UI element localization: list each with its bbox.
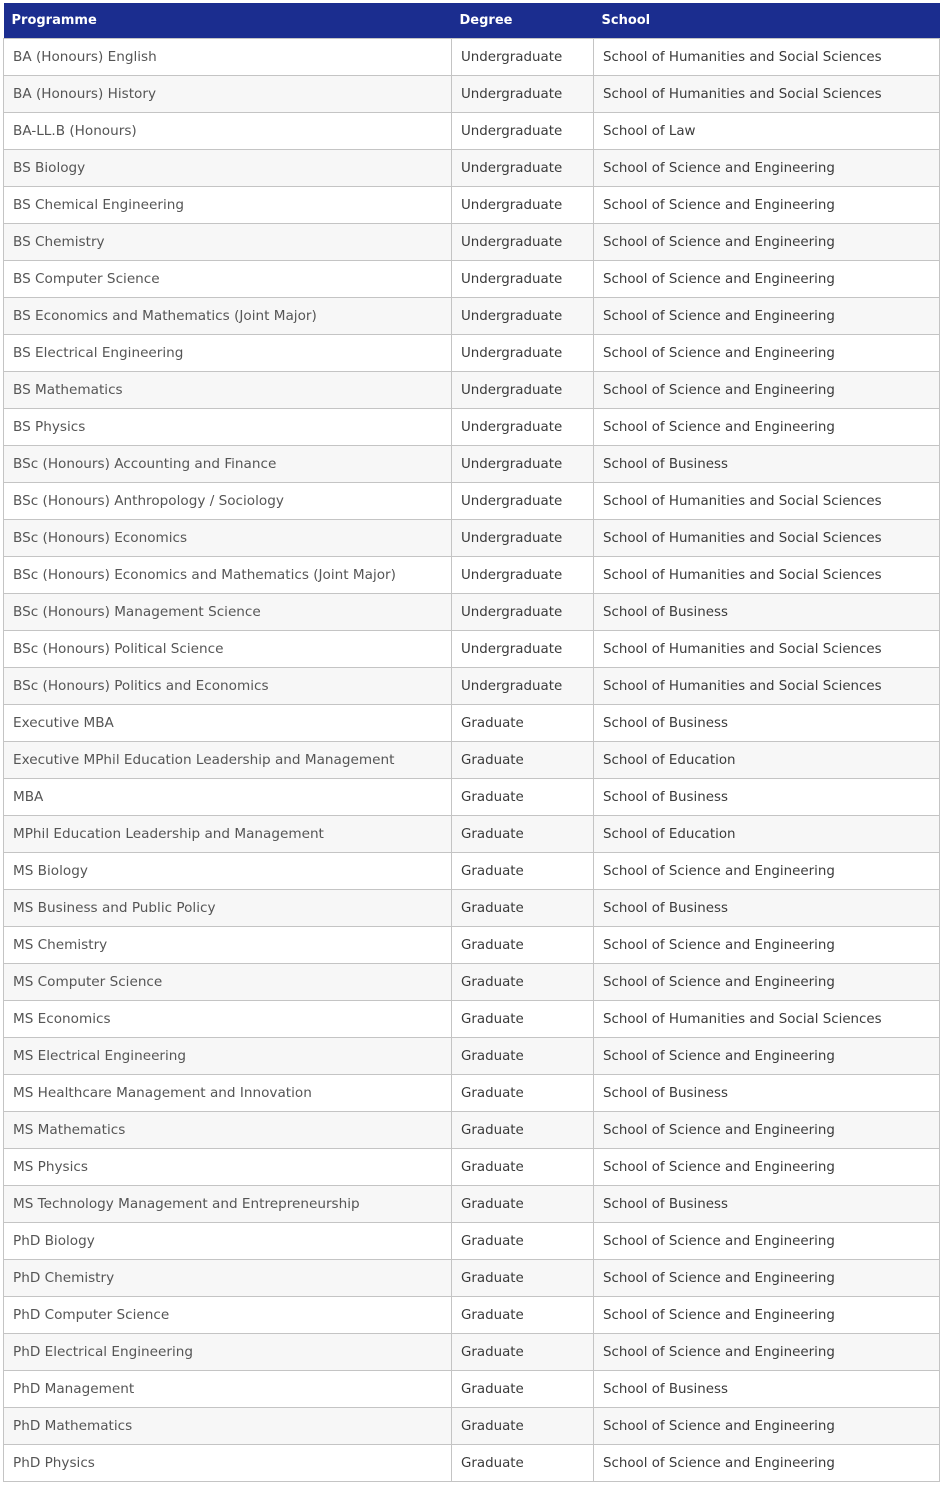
school-cell: School of Business (594, 705, 940, 742)
degree-cell: Graduate (452, 742, 594, 779)
school-cell: School of Law (594, 113, 940, 150)
table-row (4, 779, 940, 816)
programme-cell: Executive MPhil Education Leadership and Management (4, 742, 452, 779)
degree-cell: Graduate (452, 1038, 594, 1075)
table-row (4, 335, 940, 372)
programme-cell: MS Business and Public Policy (4, 890, 452, 927)
table-row (4, 890, 940, 927)
table-row (4, 964, 940, 1001)
programmes-table-container (3, 3, 939, 1482)
table-row (4, 150, 940, 187)
programme-cell: BSc (Honours) Anthropology / Sociology (4, 483, 452, 520)
programme-cell: MS Mathematics (4, 1112, 452, 1149)
table-row (4, 1408, 940, 1445)
school-cell: School of Business (594, 1371, 940, 1408)
table-row (4, 483, 940, 520)
programme-cell: MS Computer Science (4, 964, 452, 1001)
programme-cell: MS Healthcare Management and Innovation (4, 1075, 452, 1112)
table-row (4, 261, 940, 298)
table-row (4, 668, 940, 705)
table-row (4, 1334, 940, 1371)
school-cell: School of Science and Engineering (594, 372, 940, 409)
table-body (4, 39, 940, 1482)
school-cell: School of Science and Engineering (594, 1149, 940, 1186)
school-cell: School of Science and Engineering (594, 1445, 940, 1482)
degree-cell: Graduate (452, 779, 594, 816)
school-cell: School of Science and Engineering (594, 1408, 940, 1445)
school-cell: School of Science and Engineering (594, 964, 940, 1001)
degree-cell: Graduate (452, 1075, 594, 1112)
programme-cell: BA-LL.B (Honours) (4, 113, 452, 150)
table-row (4, 372, 940, 409)
programme-cell: BS Mathematics (4, 372, 452, 409)
school-cell: School of Science and Engineering (594, 409, 940, 446)
school-cell: School of Humanities and Social Sciences (594, 483, 940, 520)
programme-cell: BSc (Honours) Economics and Mathematics (Joint Major) (4, 557, 452, 594)
school-cell: School of Humanities and Social Sciences (594, 668, 940, 705)
table-row (4, 187, 940, 224)
degree-cell: Undergraduate (452, 409, 594, 446)
degree-cell: Undergraduate (452, 76, 594, 113)
programme-cell: BSc (Honours) Politics and Economics (4, 668, 452, 705)
school-cell: School of Education (594, 816, 940, 853)
table-row (4, 705, 940, 742)
school-cell: School of Business (594, 890, 940, 927)
degree-cell: Graduate (452, 1371, 594, 1408)
programme-cell: BSc (Honours) Political Science (4, 631, 452, 668)
table-row (4, 520, 940, 557)
school-cell: School of Education (594, 742, 940, 779)
degree-cell: Graduate (452, 1223, 594, 1260)
degree-cell: Undergraduate (452, 113, 594, 150)
programme-cell: BA (Honours) History (4, 76, 452, 113)
school-cell: School of Science and Engineering (594, 1297, 940, 1334)
school-cell: School of Business (594, 446, 940, 483)
table-row (4, 1445, 940, 1482)
degree-cell: Undergraduate (452, 224, 594, 261)
school-cell: School of Business (594, 779, 940, 816)
programme-cell: MS Technology Management and Entrepreneurship (4, 1186, 452, 1223)
programme-cell: MS Chemistry (4, 927, 452, 964)
degree-cell: Undergraduate (452, 39, 594, 76)
programme-cell: BSc (Honours) Accounting and Finance (4, 446, 452, 483)
school-cell: School of Humanities and Social Sciences (594, 557, 940, 594)
table-row (4, 1260, 940, 1297)
school-cell: School of Humanities and Social Sciences (594, 1001, 940, 1038)
school-cell: School of Science and Engineering (594, 150, 940, 187)
header-school: School (594, 3, 940, 39)
table-row (4, 1371, 940, 1408)
degree-cell: Undergraduate (452, 446, 594, 483)
table-row (4, 113, 940, 150)
school-cell: School of Business (594, 1186, 940, 1223)
degree-cell: Graduate (452, 1186, 594, 1223)
school-cell: School of Science and Engineering (594, 1334, 940, 1371)
degree-cell: Graduate (452, 1149, 594, 1186)
school-cell: School of Humanities and Social Sciences (594, 631, 940, 668)
school-cell: School of Science and Engineering (594, 1260, 940, 1297)
table-row (4, 816, 940, 853)
degree-cell: Undergraduate (452, 261, 594, 298)
programme-cell: Executive MBA (4, 705, 452, 742)
school-cell: School of Science and Engineering (594, 1223, 940, 1260)
degree-cell: Graduate (452, 1297, 594, 1334)
degree-cell: Undergraduate (452, 557, 594, 594)
degree-cell: Graduate (452, 1260, 594, 1297)
degree-cell: Graduate (452, 964, 594, 1001)
degree-cell: Undergraduate (452, 631, 594, 668)
header-degree: Degree (452, 3, 594, 39)
programmes-table (3, 3, 940, 1482)
school-cell: School of Humanities and Social Sciences (594, 76, 940, 113)
degree-cell: Graduate (452, 705, 594, 742)
degree-cell: Undergraduate (452, 594, 594, 631)
programme-cell: MBA (4, 779, 452, 816)
programme-cell: BS Physics (4, 409, 452, 446)
degree-cell: Graduate (452, 1334, 594, 1371)
table-row (4, 557, 940, 594)
school-cell: School of Humanities and Social Sciences (594, 39, 940, 76)
table-row (4, 1112, 940, 1149)
table-row (4, 76, 940, 113)
degree-cell: Graduate (452, 816, 594, 853)
programme-cell: MS Electrical Engineering (4, 1038, 452, 1075)
table-row (4, 1075, 940, 1112)
degree-cell: Undergraduate (452, 668, 594, 705)
degree-cell: Undergraduate (452, 520, 594, 557)
header-programme: Programme (4, 3, 452, 39)
school-cell: School of Science and Engineering (594, 298, 940, 335)
table-row (4, 631, 940, 668)
table-row (4, 594, 940, 631)
degree-cell: Graduate (452, 853, 594, 890)
degree-cell: Graduate (452, 1408, 594, 1445)
school-cell: School of Science and Engineering (594, 853, 940, 890)
degree-cell: Graduate (452, 1445, 594, 1482)
table-row (4, 1297, 940, 1334)
school-cell: School of Science and Engineering (594, 224, 940, 261)
degree-cell: Undergraduate (452, 150, 594, 187)
programme-cell: BS Computer Science (4, 261, 452, 298)
school-cell: School of Science and Engineering (594, 187, 940, 224)
degree-cell: Graduate (452, 1112, 594, 1149)
degree-cell: Graduate (452, 927, 594, 964)
programme-cell: BS Economics and Mathematics (Joint Major) (4, 298, 452, 335)
degree-cell: Undergraduate (452, 298, 594, 335)
programme-cell: BSc (Honours) Economics (4, 520, 452, 557)
programme-cell: PhD Management (4, 1371, 452, 1408)
table-row (4, 39, 940, 76)
programme-cell: BA (Honours) English (4, 39, 452, 76)
school-cell: School of Business (594, 594, 940, 631)
table-row (4, 853, 940, 890)
table-row (4, 446, 940, 483)
degree-cell: Undergraduate (452, 187, 594, 224)
table-row (4, 224, 940, 261)
school-cell: School of Science and Engineering (594, 335, 940, 372)
programme-cell: MS Economics (4, 1001, 452, 1038)
table-row (4, 1186, 940, 1223)
programme-cell: PhD Chemistry (4, 1260, 452, 1297)
programme-cell: BSc (Honours) Management Science (4, 594, 452, 631)
table-row (4, 1038, 940, 1075)
table-row (4, 298, 940, 335)
school-cell: School of Business (594, 1075, 940, 1112)
programme-cell: PhD Physics (4, 1445, 452, 1482)
degree-cell: Undergraduate (452, 483, 594, 520)
table-row (4, 1223, 940, 1260)
table-row (4, 1149, 940, 1186)
degree-cell: Undergraduate (452, 372, 594, 409)
degree-cell: Graduate (452, 1001, 594, 1038)
programme-cell: BS Chemical Engineering (4, 187, 452, 224)
programme-cell: PhD Electrical Engineering (4, 1334, 452, 1371)
programme-cell: PhD Computer Science (4, 1297, 452, 1334)
programme-cell: BS Chemistry (4, 224, 452, 261)
degree-cell: Undergraduate (452, 335, 594, 372)
table-row (4, 409, 940, 446)
table-row (4, 1001, 940, 1038)
header-row (4, 3, 940, 39)
programme-cell: BS Biology (4, 150, 452, 187)
school-cell: School of Humanities and Social Sciences (594, 520, 940, 557)
degree-cell: Graduate (452, 890, 594, 927)
table-row (4, 742, 940, 779)
school-cell: School of Science and Engineering (594, 1112, 940, 1149)
school-cell: School of Science and Engineering (594, 261, 940, 298)
school-cell: School of Science and Engineering (594, 1038, 940, 1075)
programme-cell: PhD Mathematics (4, 1408, 452, 1445)
table-row (4, 927, 940, 964)
school-cell: School of Science and Engineering (594, 927, 940, 964)
programme-cell: BS Electrical Engineering (4, 335, 452, 372)
programme-cell: MS Physics (4, 1149, 452, 1186)
programme-cell: MPhil Education Leadership and Management (4, 816, 452, 853)
programme-cell: PhD Biology (4, 1223, 452, 1260)
programme-cell: MS Biology (4, 853, 452, 890)
table-header (4, 3, 940, 39)
